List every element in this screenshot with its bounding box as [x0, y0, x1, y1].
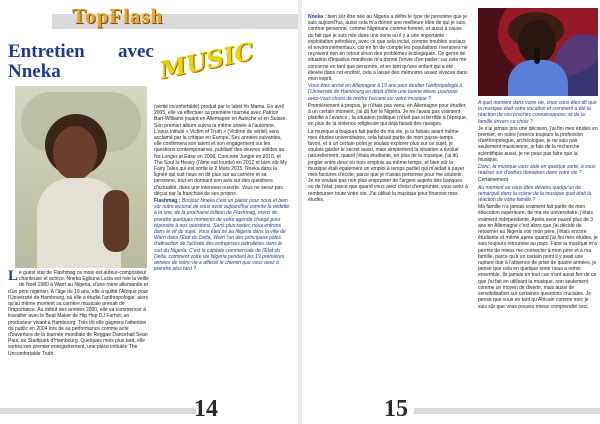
headline-word-1: Entretien	[8, 41, 85, 62]
question-3: A quel moment dans votre vie, vous vous êtes dit que la musique était votre vocation et comment a été la réaction de vos proches connaissances, et de la famille envers ce choix ?	[478, 100, 597, 125]
answer-certainly: Certainement	[478, 177, 509, 184]
photo-arm	[103, 190, 129, 252]
answer-paragraph-4: Je n'ai jamais pris une décision, j'ai fini mes études en premier, en outre j'exerce toujours la profession d'anthropologue, archéologue, je ne suis pas seulement musicienne, je fais de la recherche scientifique aussi, je ne peux pas faire que la musique.	[478, 125, 598, 163]
singer-torso	[508, 60, 568, 96]
music-decoration: MUSIC	[157, 36, 257, 85]
interviewee-label: Nneka :	[308, 14, 327, 20]
right-second-column	[478, 100, 598, 311]
magazine-header	[12, 4, 298, 32]
page-footer-bar-right	[414, 408, 600, 414]
question-4: Donc, la musique vous aide en quelque sorte, à vous réaliser sur d'autres domaines dans votre vie ?	[478, 164, 596, 177]
bio-paragraph: (vérité inconfortable) produit par le label Yo Mama. En avril 2005, elle va effectuer sa première tournée avec Patrice Bart-Williams jouant en Allemagne en Autriche et en Suisse. Son premier album suivra la même année à l'automne. L'opus intitulé « Victim of Truth » (Victime de vérité) sera acclamé par la critique en Europe. Ses années suivantes, elle confirmera son talent et son engagement sur les questions contemporaines, publiant des œuvres solides au No Longer at Ease en 2008, Concrete Jungle en 2010, et The Soul Is Heavy (l'âme est lourde) en 2012 et bien sûr My Fairy Tales qui est sortie le 2 Mars 2015. Nneka dans la lignée qui suit nous en dit plus sur sa carrière et sa personne, tout en donnant son avis sur des questions d'actualité, dans une interview ouverte. Vous ne serez pas déçus par la franchise de ses propos.	[154, 104, 287, 197]
answer-paragraph-2: Premièrement à propos, je n'étais pas venu, en Allemagne pour étudier, à un certain moment, j'ai dû fuir le Nigeria. Je ne l'avais pas vraiment planifié à l'avance ; la situation politique n'était pas si terrible à l'époque, en plus de la violence religieuse qui déjà faisait des ravages.	[308, 102, 468, 128]
question-2: Vous êtes arrivé en Allemagne à 19 ans pour étudier l'anthropologie à l'Université de Hambourg en dépit d'être une bonne élève, pourquoi avez-vous choisi de mettre l'accent sur votre musique ?	[308, 83, 463, 102]
intro-column	[8, 270, 150, 358]
page-footer-bar	[0, 408, 196, 414]
answer-text-1: bien sûr être née au Nigeria a défini le type de personne que je suis aujourd'hui, aussi cela m'a donné une meilleure idée de qui je suis, comme personne, comme Nigériane comme femme, et aussi à cause du fait que je suis née dans une zone où il y a une importante exploitation pétrolière, avec ce que cela inclut, comme troubles sociaux et environnementaux, car en fin de compte les populations riveraines ne reçoivent rien en retour sinon des problèmes écologiques. Ce genre de situation d'injustice manifeste m'a donné l'envie d'en parler; car cela me concerne en tant que personne, et en tant qu'une enfant qui a été élevée dans cet endroit, cela a laissé des mémoires assez vivaces dans mon esprit.	[308, 14, 468, 83]
left-page	[0, 0, 298, 424]
interviewer-label: Flashmag :	[154, 198, 181, 205]
answer-paragraph-1	[308, 14, 468, 82]
headline-word-2: avec	[118, 41, 154, 62]
headline-word-3: Nneka	[8, 61, 61, 82]
photo-face	[53, 126, 97, 180]
answer-paragraph-5: Ma famille n'a jamais vraiment fait partie de mon éducation supérieure, de ma vie universitaire, j'étais vraiment indépendante. Après avoir passé plus de 3 ans en Allemagne c'est alors que j'ai décidé de retourner au Nigeria voir mon père, j'étais encore étudiante et même après quand j'ai fini mes études, je suis toujours retournée au pays. Faire la musique m'a permis de mieux me connecter à mon père et à ma famille, parce qu'à un certain point il y avait une rupture due à l'absence de prise de quatre années, je pense que cela en quelque sorte nous a remis ensemble. Ils jamais en tout cas n'ont aussi fier de ce que j'ai fait en utilisant la musique, non seulement comme un moyen de divertir, mais aussi de sensibilisation sur certaines questions cruciales. Je pense que vous en tant qu'Africain comme moi; je suis sûr que vous pouvez mieux comprendre ceci.	[478, 204, 598, 310]
answer-paragraph-3: La musique a toujours fait partie de ma vie, je la faisais avant même mes études universitaires, cela faisait partie de mon passe-temps favori, et à un certain point je voulais explorer plus sur ce sujet, je voulais garder le secret aussi, mais simplement la situation a évolué naturellement, quand j'étais étudiante, en plus de la musique, j'ai dû jongler entre deux ou trois emplois au même temps, et bien sûr la musique était également un emploi à temps partiel qui m'aidait à payer mes factures d'école; parce que je n'avais personne pour me soutenir. Je ne voulais pas non plus emprunter de l'argent auprès des banques ou de l'état, parce que quand vous avez choisi d'emprunter, vous avez à rembourser toute votre vie. J'ai utilisé la musique pour financer mes études.	[308, 128, 468, 203]
drop-cap: L	[8, 268, 19, 284]
concert-photo	[478, 8, 598, 96]
right-first-column	[308, 14, 468, 204]
page-number-right: 15	[384, 396, 408, 422]
question-paragraph	[154, 198, 290, 272]
page-number-left: 14	[194, 396, 218, 422]
artist-photo	[15, 86, 147, 268]
magazine-title: TopFlash	[72, 4, 164, 28]
left-second-column	[154, 104, 290, 273]
microphone-icon	[534, 48, 540, 64]
intro-text: e guest star de Flashmag ce mois est auteur-compositeur chanteuse et actrice. Nneka Egbuna Lucia est née la veille de Noël 1980 à Warri au Nigeria, d'une mère allemande et d'un père nigérian. À l'âge de 19 ans, elle a quitté l'Afrique pour l'Université de Hambourg, où elle a étudié l'anthropologie; alors qu'au même moment sa carrière musicale prenait de l'importance. Au début des années 2000, elle va commencer à travailler avec le Beat Maker de Hip Hop DJ Farhot, un producteur vivant à Hambourg. Très tôt elle gagnera l'attention du public en 2004 lors de sa performance comme acte d'ouverture de la tournée mondiale de Reggae Dancehall Sean Paul, au Stadtpark d'Hambourg. Quelques mois plus tard, elle sortira son premier enregistrement, une pièce intitulée The Uncomfortable Truth	[8, 270, 149, 357]
intro-paragraph	[8, 270, 150, 357]
question-5: Au moment où vous êtes devenu quelqu'un de remarqué dans la scène de la musique quel était la réaction de votre famille ?	[478, 184, 592, 204]
question-text: Bonjour Nneka c'est un plaisir pour nous et bien sûr notre lectorat de vous avoir aujourd'hui comme la vedette à la une, de la prochaine édition de Flashmag, merci de prendre quelques moments de votre agenda chargé pour répondre à nos questions. Sans plus tarder, nous entrons dans le vif du sujet. Vous êtes né au Nigeria dans la ville de Warri dans l'État du Delta, Warri l'un des principaux pôles d'attraction de l'activité des entreprises pétrolières dans le sud du Nigeria. C'est la capitale commerciale de l'État du Delta, comment votre vie Nigeria pendant les 19 premières années de votre vie a affecté le chemin que vous avez à prendre plus tard ?	[154, 198, 290, 273]
right-page	[302, 0, 600, 424]
